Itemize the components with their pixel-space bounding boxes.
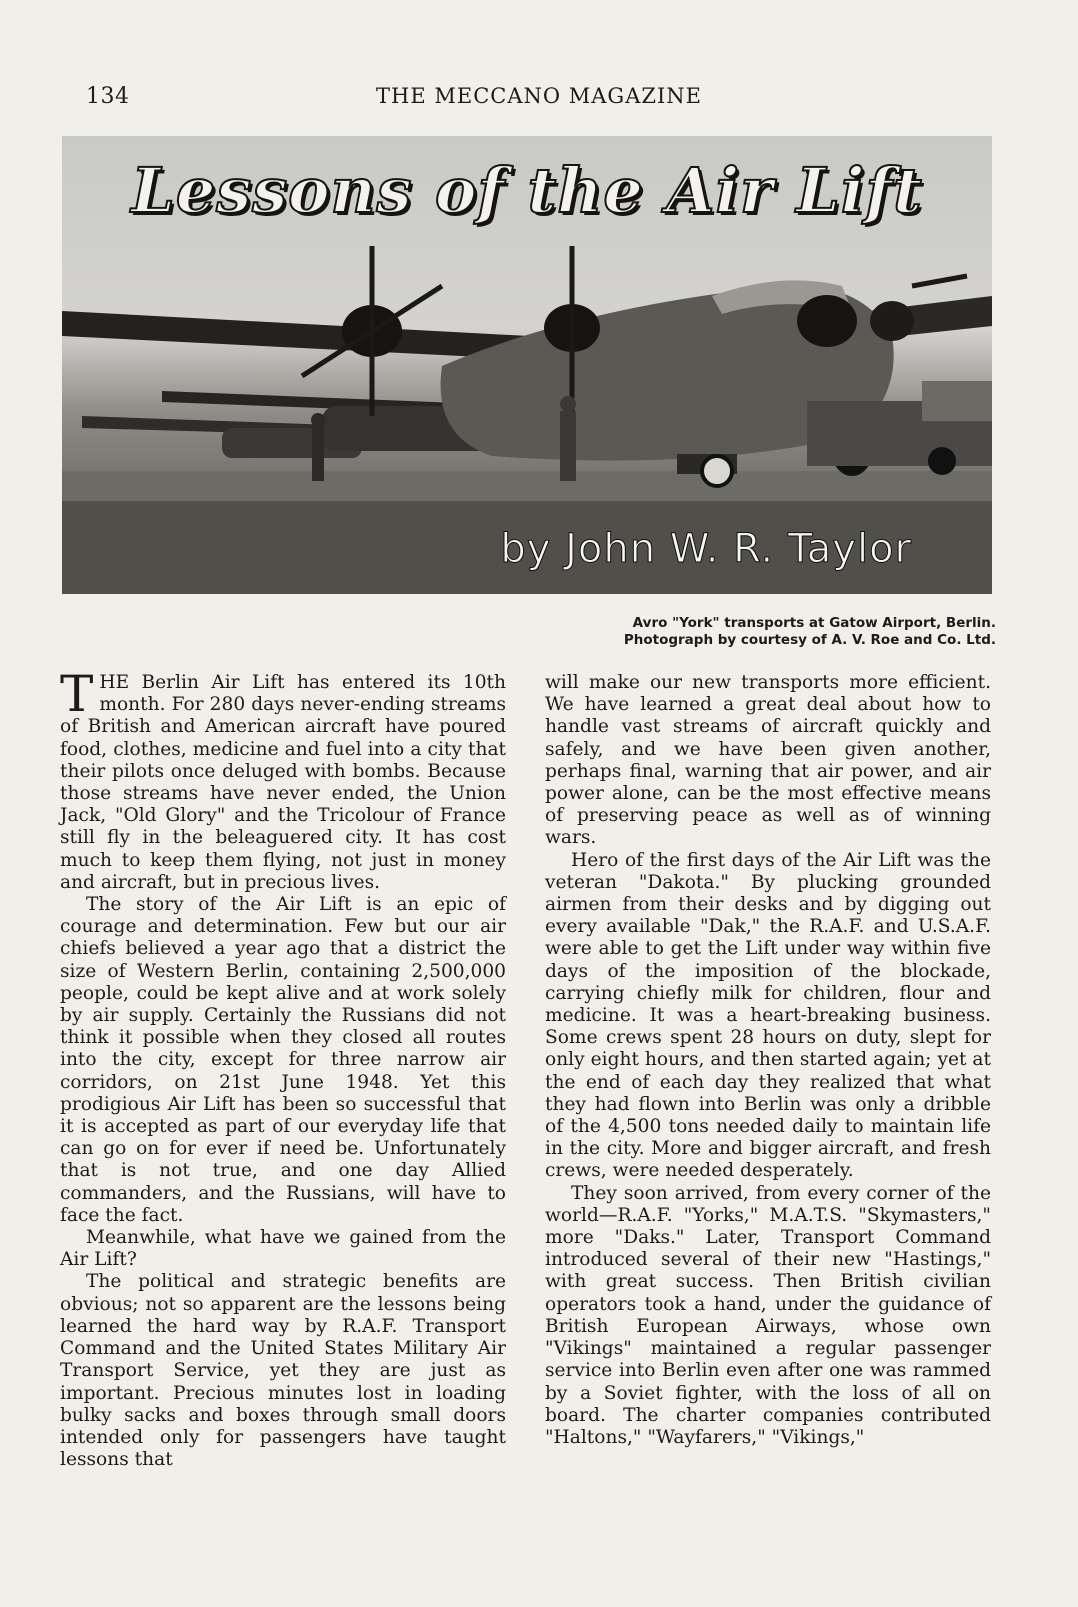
paragraph: They soon arrived, from every corner of the world—R.A.F. "Yorks," M.A.T.S. "Skymasters," more "Daks." Later, Transport Command introduced several of their new "Hastings," with great success. Then British civilian operators took a hand, under the guidance of British European Airways, whose own "Vikings" maintained a regular passenger service into Berlin even after one was rammed by a Soviet fighter, with the loss of all on board. The charter companies contributed "Haltons," "Wayfarers," "Vikings," bbox=[545, 1182, 991, 1448]
paragraph: The political and strategic benefits are obvious; not so apparent are the lessons being learned the hard way by R.A.F. Transport Command and the United States Military Air Transport Service, yet they are just as important. Precious minutes lost in loading bulky sacks and boxes through small doors intended only for passengers have taught lessons that bbox=[60, 1271, 506, 1471]
drop-cap: T bbox=[60, 665, 94, 723]
paragraph: The story of the Air Lift is an epic of courage and determination. Few but our air chiefs believed a year ago that a district the size of Western Berlin, containing 2,500,000 people, could be kept alive and at work solely by air supply. Certainly the Russians did not think it possible when they closed all routes into the city, except for three narrow air corridors, on 21st June 1948. Yet this prodigious Air Lift has been so successful that it is accepted as part of our everyday life that can go on for ever if need be. Unfortunately that is not true, and one day Allied commanders, and the Russians, will have to face the fact. bbox=[60, 894, 506, 1226]
paragraph: will make our new transports more efficient. We have learned a great deal about how to handle vast streams of aircraft quickly and safely, and we have been given another, perhaps final, warning that air power, and air power alone, can be the most effective means of preserving peace as well as of winning wars. bbox=[545, 672, 991, 849]
byline: by John W. R. Taylor bbox=[500, 526, 912, 572]
paragraph: Meanwhile, what have we gained from the Air Lift? bbox=[60, 1227, 506, 1271]
right-column bbox=[545, 672, 991, 1449]
paragraph bbox=[60, 665, 506, 894]
photo-caption bbox=[516, 615, 996, 649]
article-photo bbox=[62, 136, 992, 594]
caption-line-2: Photograph by courtesy of A. V. Roe and Co. Ltd. bbox=[623, 632, 996, 648]
page-number: 134 bbox=[86, 84, 130, 109]
caption-line-1: Avro "York" transports at Gatow Airport, Berlin. bbox=[632, 615, 996, 631]
article-title: Lessons of the Air Lift bbox=[131, 154, 923, 227]
left-column bbox=[60, 665, 506, 1471]
paragraph-text: HE Berlin Air Lift has entered its 10th month. For 280 days never-ending streams of British and American aircraft have poured food, clothes, medicine and fuel into a city that their pilots once deluged with bombs. Because those streams have never ended, the Union Jack, "Old Glory" and the Tricolour of France still fly in the beleaguered city. It has cost much to keep them flying, not just in money and aircraft, but in precious lives. bbox=[60, 672, 506, 893]
running-head: THE MECCANO MAGAZINE bbox=[376, 84, 702, 108]
paragraph: Hero of the first days of the Air Lift was the veteran "Dakota." By plucking grounded airmen from their desks and by digging out every available "Dak," the R.A.F. and U.S.A.F. were able to get the Lift under way within five days of the imposition of the blockade, carrying chiefly milk for children, flour and medicine. It was a heart-breaking business. Some crews spent 28 hours on duty, slept for only eight hours, and then started again; yet at the end of each day they realized that what they had flown into Berlin was only a dribble of the 4,500 tons needed daily to maintain life in the city. More and bigger aircraft, and fresh crews, were needed desperately. bbox=[545, 849, 991, 1182]
